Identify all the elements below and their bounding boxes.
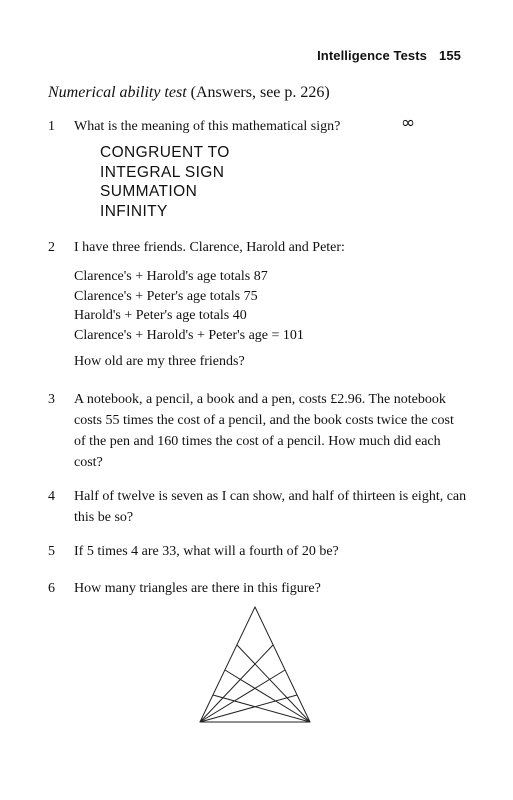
question-5 [48, 541, 468, 562]
statement-line: Clarence's + Peter's age totals 75 [74, 288, 258, 304]
followup-text: How old are my three friends? [74, 354, 245, 369]
question-number: 6 [48, 581, 55, 596]
running-head-title: Intelligence Tests [317, 48, 427, 63]
section-title-rest: (Answers, see p. 226) [190, 84, 330, 101]
answer-options [100, 143, 230, 221]
statement-line: Clarence's + Harold's age totals 87 [74, 269, 268, 284]
statement-line: Clarence's + Harold's + Peter's age = 101 [74, 327, 304, 343]
question-text: If 5 times 4 are 33, what will a fourth of 20 be? [74, 544, 339, 559]
option: INTEGRAL SIGN [100, 163, 225, 181]
section-title-italic: Numerical ability test [48, 84, 187, 101]
question-6 [48, 578, 468, 599]
infinity-symbol: ∞ [401, 113, 416, 133]
question-number: 2 [48, 240, 55, 255]
triangle-figure [196, 605, 316, 725]
question-3 [48, 389, 468, 473]
question-number: 5 [48, 544, 55, 559]
running-head [317, 48, 461, 63]
triangle-inner-line [200, 695, 297, 722]
question-number: 3 [48, 392, 55, 407]
question-text: Half of twelve is seven as I can show, and half of thirteen is eight, can this be so? [74, 489, 467, 525]
triangle-inner-line [213, 695, 310, 722]
option: SUMMATION [100, 183, 198, 200]
question-number: 1 [48, 119, 55, 134]
question-2 [48, 237, 468, 258]
question-4 [48, 486, 468, 528]
option: CONGRUENT TO [100, 144, 230, 161]
question-text: How many triangles are there in this figure? [74, 581, 321, 596]
question-2-followup [74, 352, 245, 372]
option: INFINITY [100, 202, 168, 220]
section-title [48, 84, 330, 102]
age-statements [74, 267, 304, 345]
question-text: What is the meaning of this mathematical sign? [74, 119, 341, 134]
question-number: 4 [48, 489, 55, 504]
page-number: 155 [439, 48, 461, 63]
statement-line: Harold's + Peter's age totals 40 [74, 308, 247, 323]
question-text: A notebook, a pencil, a book and a pen, costs £2.96. The notebook costs 55 times the cost of a pencil, and the book costs twice the cost of the pen and 160 times the cost of a pencil. How much did each cost? [74, 392, 454, 470]
question-text: I have three friends. Clarence, Harold and Peter: [74, 240, 345, 255]
